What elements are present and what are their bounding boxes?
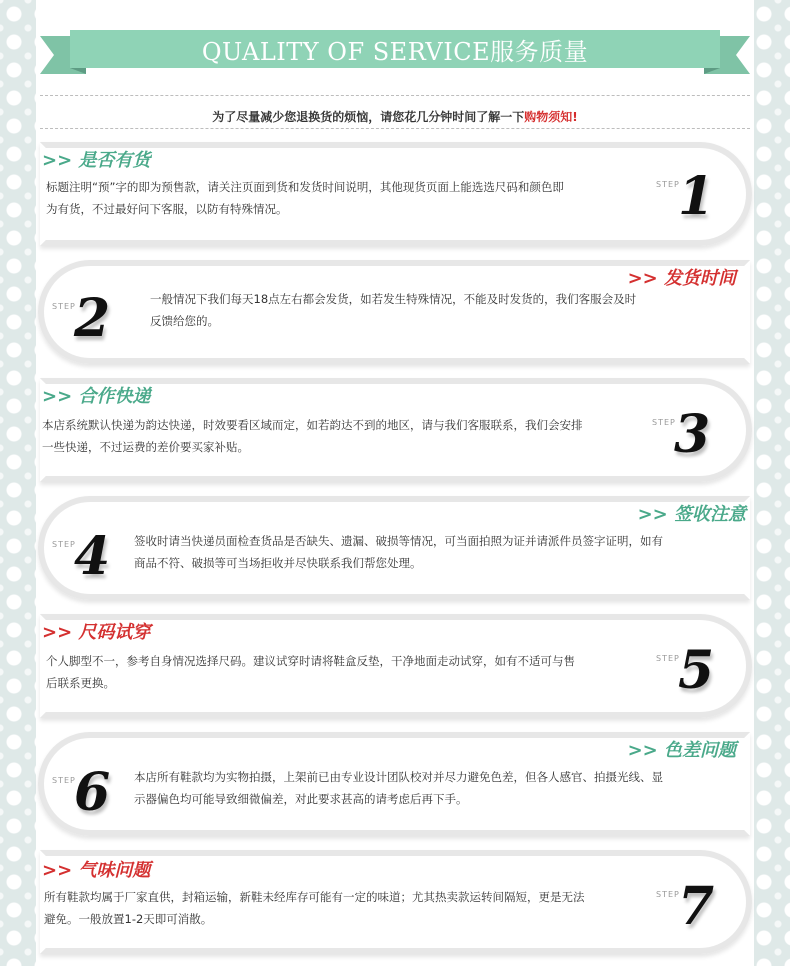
- step-2-title: >> 发货时间: [627, 268, 736, 289]
- step-2-badge: [52, 288, 122, 356]
- divider-top: [40, 95, 750, 96]
- shopping-notice: [0, 108, 790, 125]
- step-1-number: 1: [678, 166, 715, 227]
- step-1-line-1: 标题注明“预”字的即为预售款，请关注页面到货和发货时间说明，其他现货页面上能选选尺码和颜色即: [46, 180, 564, 194]
- step-4-title: >> 签收注意: [637, 504, 746, 525]
- step-1-line-2: 为有货，不过最好问下客服，以防有特殊情况。: [46, 202, 288, 216]
- step-7-line-2: 避免。一般放置1-2天即可消散。: [44, 912, 213, 926]
- step-2-text: [150, 288, 710, 332]
- banner-title: QUALITY OF SERVICE服务质量: [201, 38, 589, 66]
- step-5-line-2: 后联系更换。: [46, 676, 115, 690]
- step-3-line-1: 本店系统默认快递为韵达快递，时效要看区域而定，如若韵达不到的地区，请与我们客服联系，我们会安排: [42, 418, 583, 432]
- step-6-title: >> 色差问题: [627, 740, 736, 761]
- notice-highlight: 购物须知!: [524, 110, 578, 124]
- step-3-panel: [40, 378, 750, 482]
- step-6-word: STEP: [52, 776, 76, 785]
- step-5-panel: [40, 614, 750, 718]
- step-6-badge: [52, 762, 122, 830]
- step-1-title: >> 是否有货: [42, 150, 151, 171]
- step-3-line-2: 一些快递，不过运费的差价要买家补贴。: [42, 440, 249, 454]
- step-7-number: 7: [678, 876, 715, 937]
- step-4-word: STEP: [52, 540, 76, 549]
- step-4-text: [134, 530, 734, 574]
- step-2-line-2: 反馈给您的。: [150, 314, 219, 328]
- service-banner: [40, 30, 750, 74]
- step-6-number: 6: [74, 762, 111, 823]
- step-6-panel: [40, 732, 750, 836]
- step-4-panel: [40, 496, 750, 600]
- lace-border-right: [750, 0, 790, 966]
- step-5-badge: [656, 640, 726, 708]
- step-7-title: >> 气味问题: [42, 860, 151, 881]
- step-7-text: [44, 886, 654, 930]
- step-3-text: [42, 414, 652, 458]
- step-5-number: 5: [678, 640, 715, 701]
- step-3-word: STEP: [652, 418, 676, 427]
- step-5-title: >> 尺码试穿: [42, 622, 151, 643]
- step-7-panel: [40, 850, 750, 954]
- step-1-word: STEP: [656, 180, 680, 189]
- step-4-number: 4: [74, 526, 111, 587]
- step-3-badge: [652, 404, 722, 472]
- step-7-word: STEP: [656, 890, 680, 899]
- step-2-number: 2: [74, 288, 111, 349]
- divider-bottom: [40, 128, 750, 129]
- step-6-line-1: 本店所有鞋款均为实物拍摄，上架前已由专业设计团队校对并尽力避免色差，但各人感官、拍摄光线、显: [134, 770, 663, 784]
- step-2-panel: [40, 260, 750, 364]
- step-4-line-1: 签收时请当快递员面检查货品是否缺失、遗漏、破损等情况，可当面拍照为证并请派件员签字证明，如有: [134, 534, 663, 548]
- step-3-title: >> 合作快递: [42, 386, 151, 407]
- step-7-badge: [656, 876, 726, 944]
- step-5-line-1: 个人脚型不一，参考自身情况选择尺码。建议试穿时请将鞋盒反垫，干净地面走动试穿，如有不适可与售: [46, 654, 575, 668]
- step-2-word: STEP: [52, 302, 76, 311]
- step-2-line-1: 一般情况下我们每天18点左右都会发货，如若发生特殊情况，不能及时发货的，我们客服会及时: [150, 292, 637, 306]
- step-5-text: [46, 650, 646, 694]
- step-3-number: 3: [674, 404, 711, 465]
- step-6-text: [134, 766, 734, 810]
- step-4-badge: [52, 526, 122, 594]
- lace-border-left: [0, 0, 40, 966]
- step-4-line-2: 商品不符、破损等可当场拒收并尽快联系我们帮您处理。: [134, 556, 422, 570]
- step-1-text: [46, 176, 646, 220]
- step-1-panel: [40, 142, 750, 246]
- step-7-line-1: 所有鞋款均属于厂家直供，封箱运输，新鞋未经库存可能有一定的味道；尤其热卖款运转间隔短，更是无法: [44, 890, 585, 904]
- step-5-word: STEP: [656, 654, 680, 663]
- step-6-line-2: 示器偏色均可能导致细微偏差，对此要求甚高的请考虑后再下手。: [134, 792, 468, 806]
- step-1-badge: [656, 166, 726, 234]
- notice-text: 为了尽量减少您退换货的烦恼，请您花几分钟时间了解一下: [212, 110, 525, 124]
